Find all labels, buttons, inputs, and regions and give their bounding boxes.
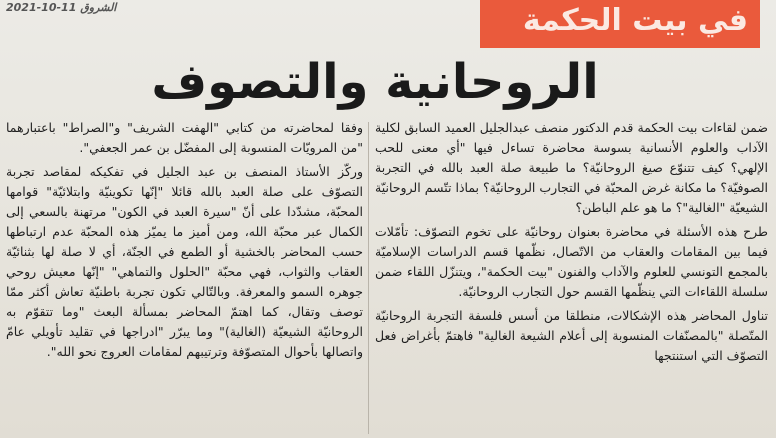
article-column-right bbox=[375, 118, 768, 366]
article-headline: الروحانية والتصوف bbox=[151, 54, 599, 110]
paragraph: وفقا لمحاضرته من كتابي "الهفت الشريف" و"الصراط" باعتبارهما "من المرويّات المنسوبة إلى المفضّل بن عمر الجعفي". bbox=[6, 120, 363, 155]
kicker-box bbox=[480, 0, 760, 48]
masthead-line bbox=[6, 1, 116, 14]
paragraph: وركّز الأستاذ المنصف بن عبد الجليل في تفكيكه لمقاصد تجربة التصوّف على صلة العبد بالله قائلا "إنّها تكوينيّة وابتلائيّة" قوامها المحبّة، مشدّدا على أنّ "سيرة العبد في الكون" مرتهنة بالسعي إلى الكمال عبر محبّة الله، ومن أميز ما يميّز هذه المحبّة عدم ارتباطها حسب المحاضر بالخشية أو الطمع في الجنّة، أي لا صلة لها بثنائيّة العقاب والثواب، فهي محبّة "الحلول والتماهي" "إنّها معيش روحي جوهره السمو والمعرفة. وبالتّالي تكون تجربة باطنيّة تعاش أكثر ممّا توصف وتقال، كما اهتمّ المحاضر بمسألة البعث "وما تتقوّم به الروحانيّة الشيعيّة (الغالية)" وما يبرّر "ادراجها في تقليد تأويلي عامّ واتصالها بأحوال المتصوّفة وترتيبهم لمقامات العروج نحو الله". bbox=[6, 164, 363, 359]
paragraph: ضمن لقاءات بيت الحكمة قدم الدكتور منصف عبدالجليل العميد السابق لكلية الآداب والعلوم الأنسانية بسوسة محاضرة تساءل فيها "أي معنى للحب الإلهي؟ كيف تتنوّع صيغ الروحانيّة؟ ما طبيعة صلة العبد بالله في التجربة الصوفيّة؟ ما مكانة غرض المحبّة في التجارب الروحانيّة؟ بماذا تتّسم الروحانيّة الشيعيّة "الغالية"؟ ما هو علم الباطن؟ bbox=[375, 120, 768, 215]
masthead-date: 2021-10-11 bbox=[6, 1, 77, 14]
column-divider bbox=[368, 122, 369, 434]
kicker-title: في بيت الحكمة bbox=[522, 3, 748, 38]
paragraph: تناول المحاضر هذه الإشكالات، منطلقا من أسس فلسفة التجربة الروحانيّة المتّصلة "بالمصنّفات المنسوبة إلى أعلام الشيعة الغالية" فاهتمّ بأغراض فعل التصوّف التي استنتجها bbox=[375, 308, 768, 363]
paragraph: طرح هذه الأسئلة في محاضرة بعنوان روحانيّة على تخوم التصوّف: تأمّلات فيما بين المقامات والعقاب من الاتّصال، نظّمها قسم الدراسات الإسلاميّة بالمجمع التونسي للعلوم والآداب والفنون "بيت الحكمة"، ويتنزّل اللقاء ضمن سلسلة اللقاءات التي ينظّمها القسم حول التجارب الروحانيّة. bbox=[375, 224, 768, 299]
masthead-name: الشروق bbox=[80, 1, 117, 14]
article-column-left bbox=[6, 118, 363, 362]
